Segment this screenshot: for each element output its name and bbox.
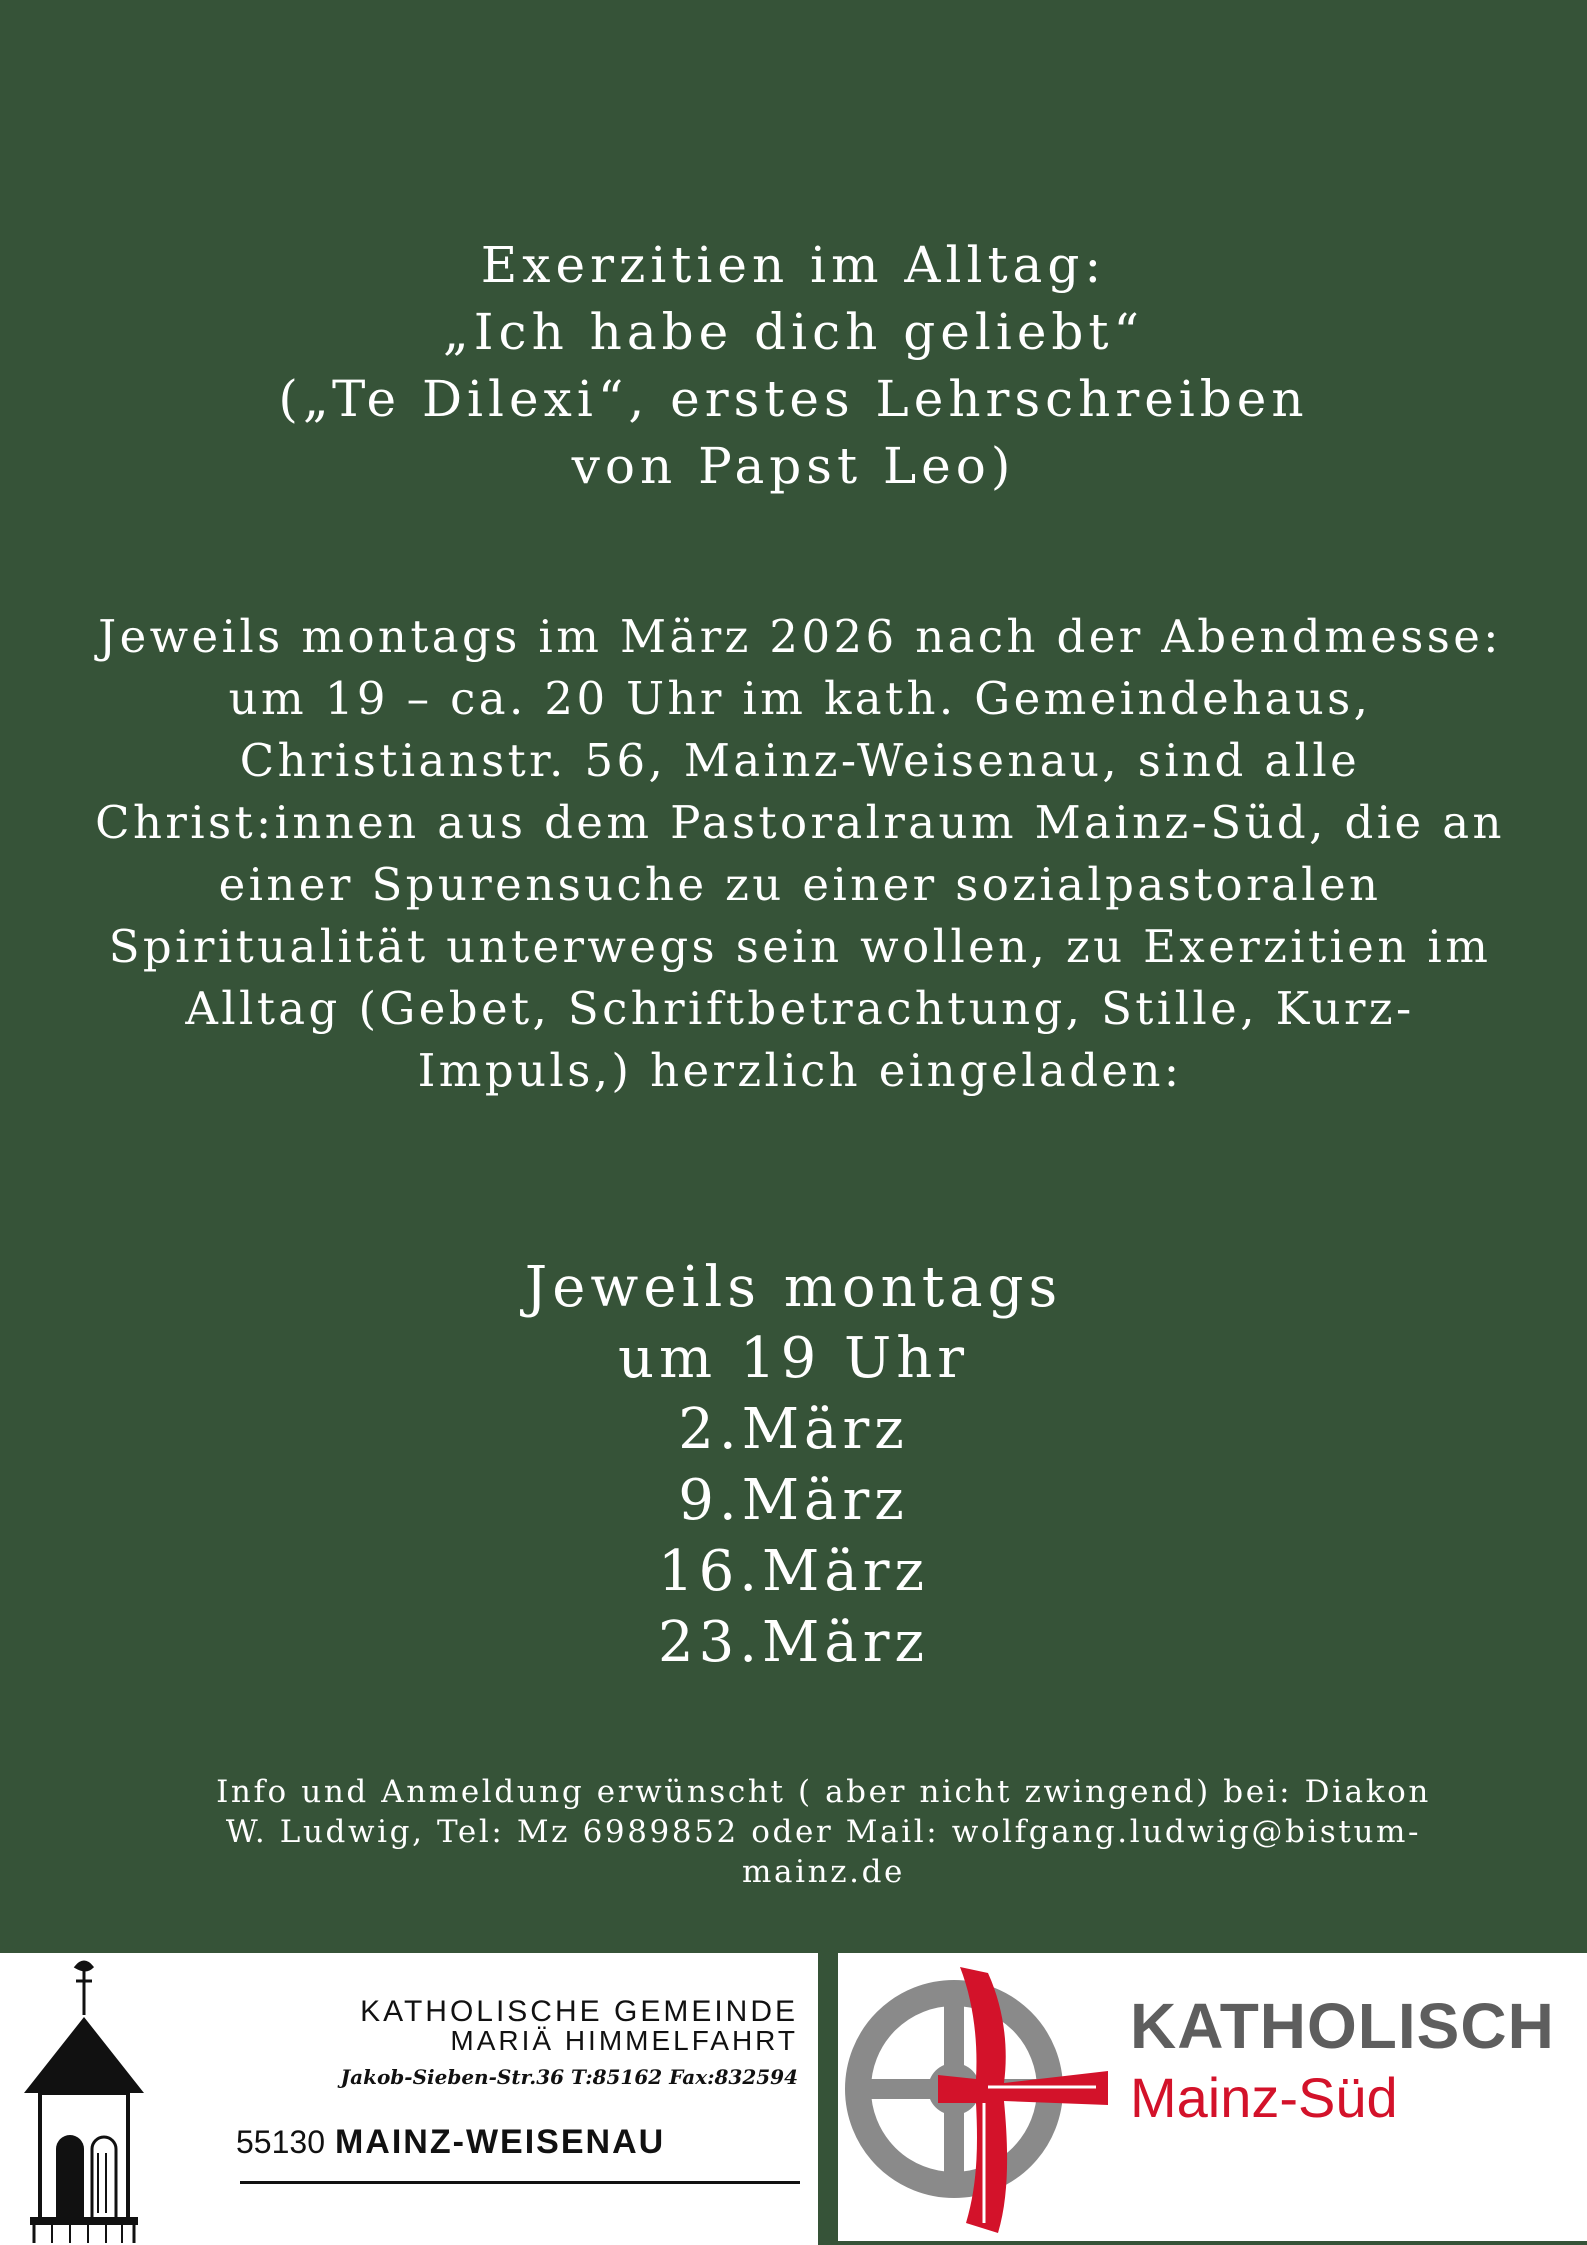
invitation-line: Impuls,) herzlich eingeladen:: [417, 1044, 1183, 1097]
invitation-text: [60, 606, 1540, 1102]
invitation-line: einer Spurensuche zu einer sozialpastoralen: [218, 858, 1382, 911]
schedule: [0, 1252, 1587, 1678]
parish-city-line: [236, 2123, 665, 2162]
invitation-line: um 19 – ca. 20 Uhr im kath. Gemeindehaus,: [228, 672, 1372, 725]
schedule-date: 9.März: [678, 1468, 909, 1533]
cross-wheel-icon: [838, 1953, 1128, 2241]
invitation-line: Spiritualität unterwegs sein wollen, zu Exerzitien im: [108, 920, 1492, 973]
schedule-date: 2.März: [678, 1397, 909, 1462]
parish-street: Jakob-Sieben-Str.36 T:85162 Fax:832594: [340, 2065, 798, 2089]
schedule-heading: Jeweils montags: [524, 1255, 1063, 1320]
pastoral-name: KATHOLISCH: [1130, 1990, 1555, 2062]
title-line: „Ich habe dich geliebt“: [442, 303, 1145, 361]
schedule-date: 16.März: [657, 1539, 930, 1604]
contact-info: [180, 1772, 1467, 1892]
pastoral-region: Mainz-Süd: [1130, 2066, 1398, 2129]
parish-logo: [0, 1953, 818, 2245]
parish-name-line1: KATHOLISCHE GEMEINDE: [360, 1995, 798, 2028]
title-line: von Papst Leo): [571, 437, 1016, 495]
schedule-date: 23.März: [657, 1610, 930, 1675]
pastoral-area-logo: [838, 1953, 1587, 2241]
title-line: („Te Dilexi“, erstes Lehrschreiben: [278, 370, 1309, 428]
contact-line: Info und Anmeldung erwünscht ( aber nicht zwingend) bei: Diakon: [216, 1774, 1431, 1810]
title-line: Exerzitien im Alltag:: [480, 236, 1107, 294]
church-tower-icon: [10, 1953, 170, 2245]
parish-postcode: 55130: [236, 2124, 325, 2160]
parish-name-line2: MARIÄ HIMMELFAHRT: [450, 2025, 798, 2056]
divider: [240, 2181, 800, 2184]
invitation-line: Alltag (Gebet, Schriftbetrachtung, Stille, Kurz-: [185, 982, 1415, 1035]
parish-city: MAINZ-WEISENAU: [334, 2123, 666, 2161]
flyer-title: [0, 232, 1587, 500]
footer-logos: [0, 1953, 1587, 2245]
invitation-line: Christianstr. 56, Mainz-Weisenau, sind alle: [239, 734, 1361, 787]
contact-line: mainz.de: [742, 1854, 905, 1890]
invitation-line: Jeweils montags im März 2026 nach der Abendmesse:: [98, 610, 1502, 663]
schedule-time: um 19 Uhr: [617, 1326, 970, 1391]
contact-line: W. Ludwig, Tel: Mz 6989852 oder Mail: wolfgang.ludwig@bistum-: [225, 1814, 1422, 1850]
invitation-line: Christ:innen aus dem Pastoralraum Mainz-Süd, die an: [95, 796, 1505, 849]
